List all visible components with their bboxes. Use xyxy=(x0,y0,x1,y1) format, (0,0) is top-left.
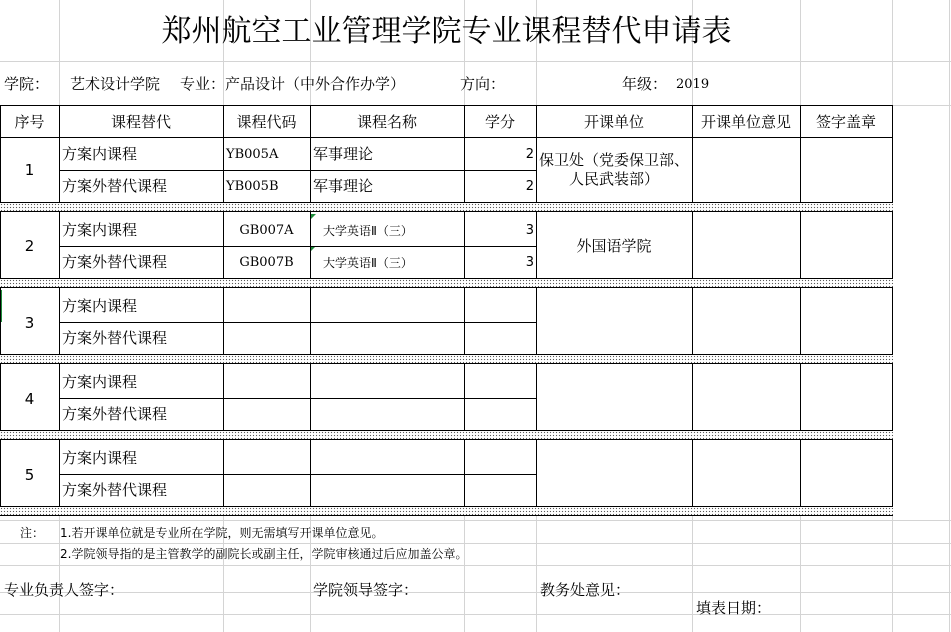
table-border-line xyxy=(310,105,311,138)
table-border-line xyxy=(59,287,60,355)
table-border-line xyxy=(892,439,893,507)
note-item: 2.学院领导指的是主管教学的副院长或副主任，学院审核通过后应加盖公章。 xyxy=(60,547,468,561)
table-border-line xyxy=(536,137,537,203)
table-border-line xyxy=(464,287,465,355)
table-border-line xyxy=(0,287,1,355)
course-code[interactable]: YB005B xyxy=(226,179,279,194)
note-item: 1.若开课单位就是专业所在学院，则无需填写开课单位意见。 xyxy=(60,526,384,540)
offering-unit[interactable]: 外国语学院 xyxy=(576,237,652,255)
course-code[interactable]: GB007A xyxy=(239,223,294,238)
course-type-in-plan[interactable]: 方案内课程 xyxy=(62,449,138,467)
table-border-line xyxy=(536,211,537,279)
header-unit-opinion: 开课单位意见 xyxy=(700,113,791,131)
course-type-substitute[interactable]: 方案外替代课程 xyxy=(62,481,168,499)
table-border-line xyxy=(310,287,311,355)
table-border-line xyxy=(59,211,60,279)
table-border-line xyxy=(692,211,693,279)
course-credit[interactable]: 2 xyxy=(525,179,534,194)
college-value[interactable]: 艺术设计学院 xyxy=(70,75,161,93)
header-course-substitution: 课程替代 xyxy=(110,113,171,131)
course-type-substitute[interactable]: 方案外替代课程 xyxy=(62,329,168,347)
table-border-line xyxy=(800,211,801,279)
group-separator xyxy=(0,354,893,364)
offering-unit[interactable]: 保卫处（党委保卫部、人民武装部） xyxy=(538,151,689,188)
course-type-in-plan[interactable]: 方案内课程 xyxy=(62,297,138,315)
table-border-line xyxy=(536,105,537,138)
course-type-substitute[interactable]: 方案外替代课程 xyxy=(62,405,168,423)
course-name[interactable]: 军事理论 xyxy=(313,145,374,163)
group-separator xyxy=(0,506,893,516)
course-type-in-plan[interactable]: 方案内课程 xyxy=(62,373,138,391)
table-border-line xyxy=(464,211,465,279)
table-border-line xyxy=(59,137,60,203)
header-course-code: 课程代码 xyxy=(236,113,297,131)
grade-value[interactable]: 2019 xyxy=(676,77,710,92)
header-course-name: 课程名称 xyxy=(356,113,417,131)
table-border-line xyxy=(223,137,224,203)
course-name[interactable]: 大学英语Ⅱ（三） xyxy=(323,256,413,270)
header-credit: 学分 xyxy=(484,113,515,131)
table-border-line xyxy=(0,439,1,507)
table-border-line xyxy=(464,105,465,138)
table-border-line xyxy=(223,287,224,355)
table-border-line xyxy=(892,137,893,203)
table-border-line xyxy=(223,211,224,279)
table-border-line xyxy=(310,211,311,279)
comment-marker xyxy=(311,214,316,219)
table-border-line xyxy=(223,105,224,138)
table-border-line xyxy=(464,363,465,431)
group-separator xyxy=(0,278,893,288)
table-border-line xyxy=(536,363,537,431)
table-border-line xyxy=(0,211,1,279)
table-border-line xyxy=(800,363,801,431)
table-border-line xyxy=(892,105,893,138)
course-type-substitute[interactable]: 方案外替代课程 xyxy=(62,253,168,271)
table-border-line xyxy=(464,439,465,507)
table-border-line xyxy=(536,287,537,355)
course-name[interactable]: 大学英语Ⅱ（三） xyxy=(323,224,413,238)
header-no: 序号 xyxy=(14,113,45,131)
grade-label: 年级： xyxy=(622,75,668,93)
course-credit[interactable]: 2 xyxy=(525,147,534,162)
table-border-line xyxy=(800,137,801,203)
table-border-line xyxy=(800,287,801,355)
table-border-line xyxy=(892,363,893,431)
table-border-line xyxy=(0,363,1,431)
group-number: 2 xyxy=(24,237,35,255)
group-number: 4 xyxy=(24,390,35,408)
major-value[interactable]: 产品设计（中外合作办学） xyxy=(225,75,406,93)
table-border-line xyxy=(310,137,311,203)
course-credit[interactable]: 3 xyxy=(525,255,534,270)
table-border-line xyxy=(310,363,311,431)
header-offering-unit: 开课单位 xyxy=(583,113,644,131)
table-border-line xyxy=(800,439,801,507)
header-signature: 签字盖章 xyxy=(815,113,876,131)
table-border-line xyxy=(692,137,693,203)
table-border-line xyxy=(0,137,1,203)
major-head-signature-label[interactable]: 专业负责人签字： xyxy=(4,581,125,599)
table-border-line xyxy=(536,439,537,507)
table-border-line xyxy=(692,363,693,431)
course-credit[interactable]: 3 xyxy=(525,223,534,238)
notes-label: 注： xyxy=(20,526,45,540)
college-label: 学院： xyxy=(4,75,50,93)
course-type-substitute[interactable]: 方案外替代课程 xyxy=(62,177,168,195)
group-separator xyxy=(0,430,893,440)
major-label: 专业： xyxy=(180,75,226,93)
course-type-in-plan[interactable]: 方案内课程 xyxy=(62,145,138,163)
table-border-line xyxy=(800,105,801,138)
fill-date-label[interactable]: 填表日期： xyxy=(696,599,772,617)
table-border-line xyxy=(692,105,693,138)
table-border-line xyxy=(692,287,693,355)
direction-label: 方向： xyxy=(460,75,506,93)
group-separator xyxy=(0,202,893,212)
course-type-in-plan[interactable]: 方案内课程 xyxy=(62,221,138,239)
group-number: 3 xyxy=(24,314,35,332)
course-name[interactable]: 军事理论 xyxy=(313,177,374,195)
table-border-line xyxy=(223,439,224,507)
table-border-line xyxy=(892,287,893,355)
table-border-line xyxy=(223,363,224,431)
table-border-line xyxy=(464,137,465,203)
table-border-line xyxy=(892,211,893,279)
table-border-line xyxy=(310,439,311,507)
college-leader-signature-label[interactable]: 学院领导签字： xyxy=(313,581,419,599)
course-code[interactable]: GB007B xyxy=(239,255,294,270)
page-title: 郑州航空工业管理学院专业课程替代申请表 xyxy=(161,14,732,49)
group-number: 5 xyxy=(24,466,35,484)
academic-office-opinion-label[interactable]: 教务处意见： xyxy=(540,581,631,599)
table-border-line xyxy=(59,363,60,431)
table-border-line xyxy=(0,105,1,138)
table-border-line xyxy=(692,439,693,507)
table-border-line xyxy=(59,439,60,507)
group-number: 1 xyxy=(24,161,35,179)
course-code[interactable]: YB005A xyxy=(226,147,279,162)
table-border-line xyxy=(59,105,60,138)
